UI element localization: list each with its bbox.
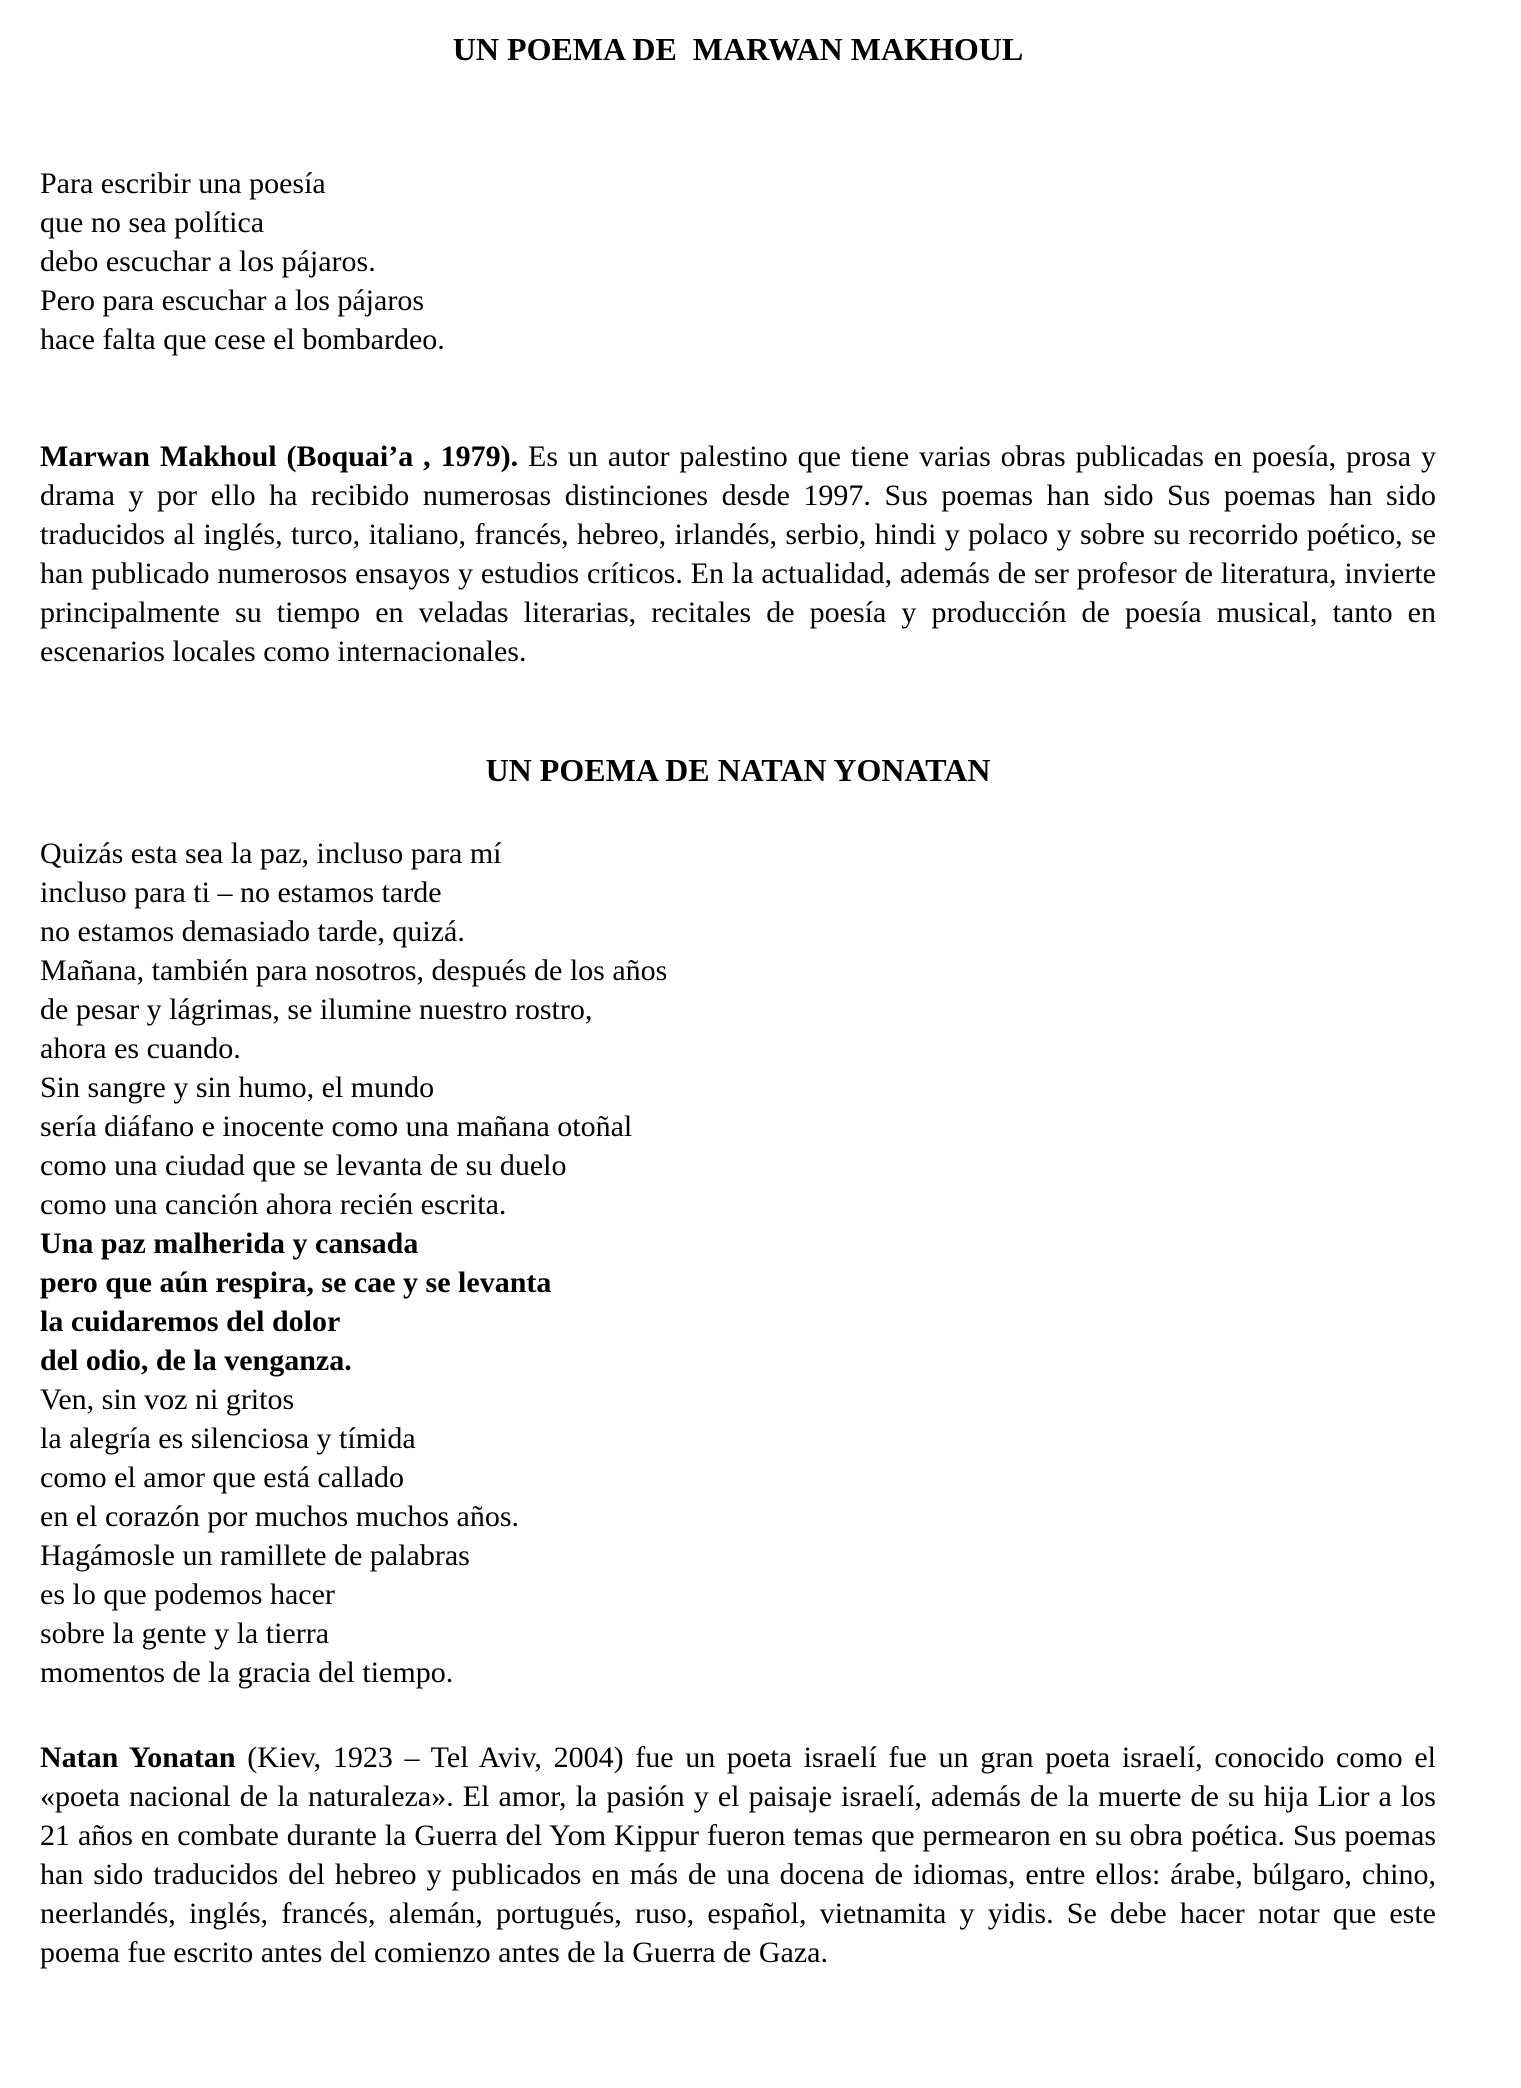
poem2-line: momentos de la gracia del tiempo. xyxy=(40,1656,454,1689)
poem2-line: sobre la gente y la tierra xyxy=(40,1617,330,1650)
poem2-line: como el amor que está callado xyxy=(40,1461,405,1494)
poem2-line: Ven, sin voz ni gritos xyxy=(40,1383,295,1416)
poem2-line-bold: pero que aún respira, se cae y se levanta xyxy=(40,1266,552,1299)
natan-bio-text: (Kiev, 1923 – Tel Aviv, 2004) fue un poeta israelí fue un gran poeta israelí, conocido como el «poeta nacional de la naturaleza». El amor, la pasión y el paisaje israelí, además de la muerte de su hija Lior a los 21 años en combate durante la Guerra del Yom Kippur fueron temas que permearon en su obra poética. Sus poemas han sido traducidos del hebreo y publicados en más de una docena de idiomas, entre ellos: árabe, búlgaro, chino, neerlandés, inglés, francés, alemán, portugués, ruso, español, vietnamita y yidis. Se debe hacer notar que este poema fue escrito antes del comienzo antes de la Guerra de Gaza. xyxy=(40,1741,1436,1969)
poem2-line: Mañana, también para nosotros, después de los años xyxy=(40,954,668,987)
poem2-line: en el corazón por muchos muchos años. xyxy=(40,1500,520,1533)
poem2-line: como una canción ahora recién escrita. xyxy=(40,1188,507,1221)
poem2-line: Quizás esta sea la paz, incluso para mí xyxy=(40,837,502,870)
natan-bio-paragraph xyxy=(40,1738,1436,1972)
poem2-title: UN POEMA DE NATAN YONATAN xyxy=(485,752,991,788)
poem2-line: es lo que podemos hacer xyxy=(40,1578,335,1611)
marwan-bio-paragraph xyxy=(40,437,1436,671)
marwan-bio-lead: Marwan Makhoul (Boquai’a , 1979). xyxy=(40,440,519,473)
poem2-line-bold: Una paz malherida y cansada xyxy=(40,1227,419,1260)
poem1-title: UN POEMA DE MARWAN MAKHOUL xyxy=(452,31,1024,67)
marwan-bio-text: Es un autor palestino que tiene varias obras publicadas en poesía, prosa y drama y por ello ha recibido numerosas distinciones desde 1997. Sus poemas han sido Sus poemas han sido traducidos al inglés, turco, italiano, francés, hebreo, irlandés, serbio, hindi y polaco y sobre su recorrido poético, se han publicado numerosos ensayos y estudios críticos. En la actualidad, además de ser profesor de literatura, invierte principalmente su tiempo en veladas literarias, recitales de poesía y producción de poesía musical, tanto en escenarios locales como internacionales. xyxy=(40,440,1437,668)
poem1-line: que no sea política xyxy=(40,206,265,239)
poem1 xyxy=(40,164,1436,359)
poem1-line: hace falta que cese el bombardeo. xyxy=(40,323,445,356)
poem1-line: Para escribir una poesía xyxy=(40,167,326,200)
poem2-line: Sin sangre y sin humo, el mundo xyxy=(40,1071,435,1104)
poem1-line: Pero para escuchar a los pájaros xyxy=(40,284,424,317)
poem2-line: incluso para ti – no estamos tarde xyxy=(40,876,442,909)
poem2-line: de pesar y lágrimas, se ilumine nuestro rostro, xyxy=(40,993,593,1026)
poem2-line: ahora es cuando. xyxy=(40,1032,241,1065)
poem2-line: como una ciudad que se levanta de su duelo xyxy=(40,1149,567,1182)
poem2-line-bold: la cuidaremos del dolor xyxy=(40,1305,341,1338)
poem2-line: no estamos demasiado tarde, quizá. xyxy=(40,915,465,948)
poem2-line: sería diáfano e inocente como una mañana otoñal xyxy=(40,1110,633,1143)
poem2 xyxy=(40,834,1436,1692)
poem2-line-bold: del odio, de la venganza. xyxy=(40,1344,352,1377)
poem2-line: Hagámosle un ramillete de palabras xyxy=(40,1539,470,1572)
natan-bio-lead: Natan Yonatan xyxy=(40,1741,236,1774)
poem2-line: la alegría es silenciosa y tímida xyxy=(40,1422,416,1455)
poem1-line: debo escuchar a los pájaros. xyxy=(40,245,376,278)
